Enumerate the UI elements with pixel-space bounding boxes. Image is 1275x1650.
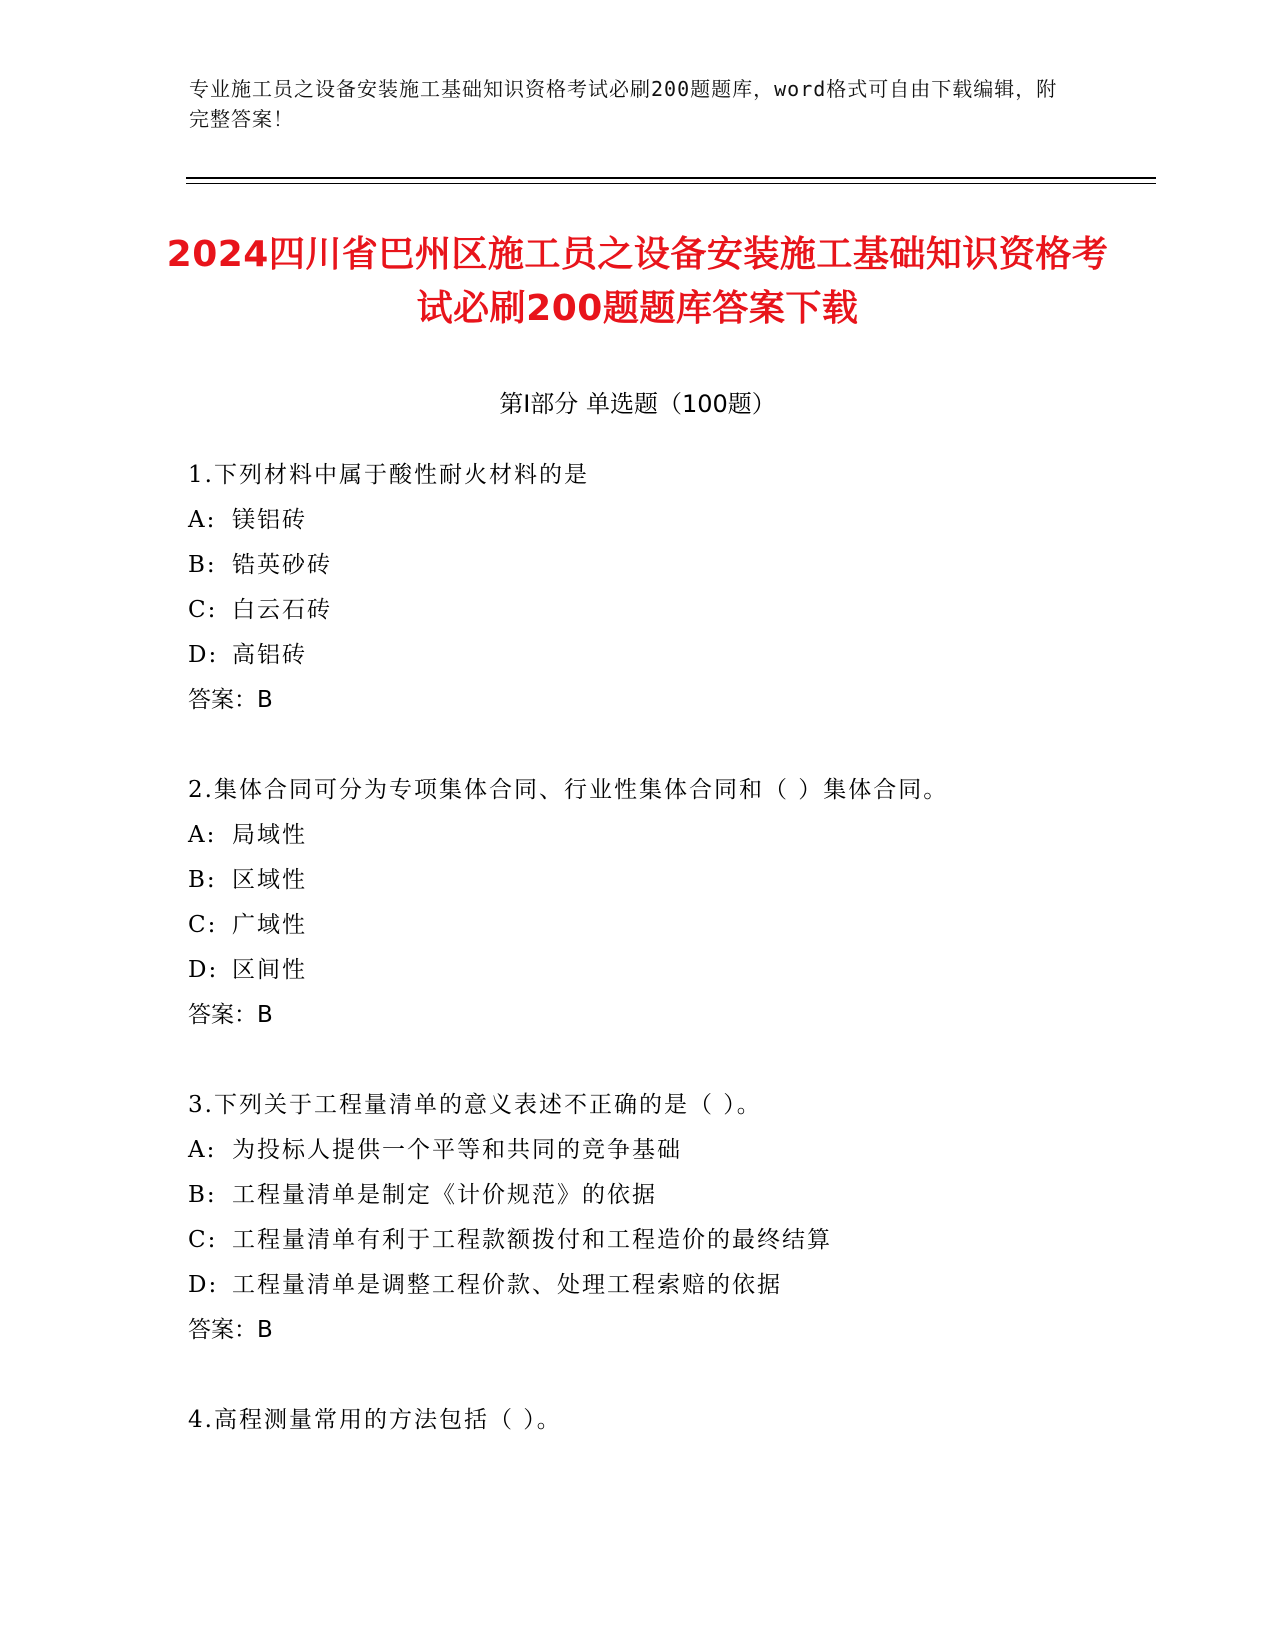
question-stem: 2.集体合同可分为专项集体合同、行业性集体合同和（ ）集体合同。 [188,777,949,803]
option-d [188,1263,1168,1308]
option-letter: D: [188,957,219,983]
question-2 [188,768,1168,1038]
answer-line: 答案：B [188,1002,273,1028]
question-4 [188,1398,1168,1443]
option-letter: C: [188,912,218,938]
question-1 [188,453,1168,723]
option-c [188,588,1168,633]
option-text: 高铝砖 [232,642,307,668]
option-letter: C: [188,1227,218,1253]
question-3 [188,1083,1168,1353]
option-c [188,1218,1168,1263]
section-heading: 第Ⅰ部分 单选题（100题） [499,390,776,418]
header-divider [186,177,1156,179]
question-stem: 3.下列关于工程量清单的意义表述不正确的是（ ）。 [188,1092,762,1118]
option-letter: A: [188,507,217,533]
option-letter: B: [188,867,217,893]
option-text: 锆英砂砖 [232,552,332,578]
answer-line: 答案：B [188,687,273,713]
option-letter: D: [188,1272,219,1298]
option-text: 镁铝砖 [232,507,307,533]
option-text: 区域性 [232,867,307,893]
answer-line: 答案：B [188,1317,273,1343]
option-b [188,1173,1168,1218]
option-letter: A: [188,1137,217,1163]
option-a [188,813,1168,858]
option-letter: A: [188,822,217,848]
option-a [188,1128,1168,1173]
option-text: 工程量清单是调整工程价款、处理工程索赔的依据 [232,1272,782,1298]
question-stem: 4.高程测量常用的方法包括（ ）。 [188,1407,562,1433]
option-letter: B: [188,1182,217,1208]
question-stem: 1.下列材料中属于酸性耐火材料的是 [188,462,589,488]
option-c [188,903,1168,948]
header-note: 专业施工员之设备安装施工基础知识资格考试必刷200题题库，word格式可自由下载编辑，附完整答案！ [189,77,1058,131]
option-text: 局域性 [232,822,307,848]
option-d [188,948,1168,993]
option-text: 工程量清单是制定《计价规范》的依据 [232,1182,657,1208]
header-divider-thin [186,183,1156,184]
option-d [188,633,1168,678]
option-text: 为投标人提供一个平等和共同的竞争基础 [232,1137,682,1163]
option-text: 白云石砖 [232,597,332,623]
option-b [188,543,1168,588]
option-letter: D: [188,642,219,668]
option-a [188,498,1168,543]
option-text: 广域性 [232,912,307,938]
option-text: 工程量清单有利于工程款额拨付和工程造价的最终结算 [232,1227,832,1253]
option-b [188,858,1168,903]
option-text: 区间性 [232,957,307,983]
option-letter: B: [188,552,217,578]
option-letter: C: [188,597,218,623]
document-title: 2024四川省巴州区施工员之设备安装施工基础知识资格考试必刷200题题库答案下载 [166,234,1109,329]
